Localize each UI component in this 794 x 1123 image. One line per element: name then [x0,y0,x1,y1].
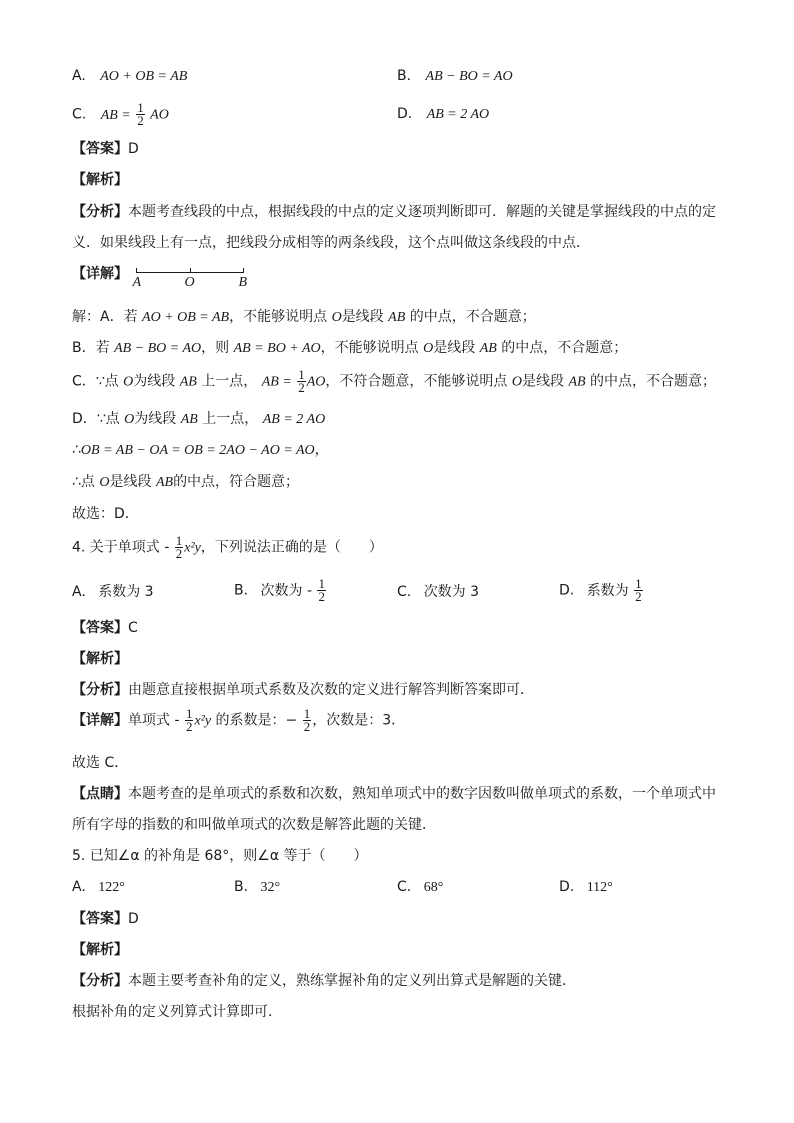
answer-value: C [128,620,138,636]
q3-option-a [72,66,187,87]
option-label: A. [72,879,86,895]
text: 为线段 [134,411,177,427]
math-expr: AB = BO + AO [233,341,321,356]
option-text: 112° [586,880,613,895]
q5-extra [72,1002,282,1024]
math-var: O [99,475,110,490]
q3-options-row-2 [72,100,722,130]
q3-solution-a [72,307,536,329]
q4-dianjing-line-1 [72,784,716,806]
text: 上一点， [202,411,259,427]
q5-fenxi [72,971,576,993]
fraction [317,578,326,603]
fraction [303,708,312,733]
segment-figure [132,264,252,292]
math-var: AB [155,475,174,490]
fenxi-text: 本题考查线段的中点，根据线段的中点的定义逐项判断即可．解题的关键是掌握线段的中点的定 [128,204,716,220]
dianjing-text: 所有字母的指数的和叫做单项式的次数是解答此题的关键． [72,817,436,833]
q3-answer [72,139,139,161]
q4-option-a [72,582,154,602]
q3-xiangjie-line [72,264,252,294]
option-expr: AO + OB = AB [100,69,188,84]
text: C．∵点 [72,373,119,390]
option-label: B. [234,879,249,895]
text: 故选 C． [72,755,129,771]
q5-options-row [72,877,722,899]
analysis-tag: 【解析】 [72,942,128,958]
answer-tag: 【答案】 [72,141,128,157]
point-label-b: B [238,275,248,290]
option-label: A. [72,584,86,600]
fraction-numerator: 1 [318,576,325,591]
text: 是线段 [433,340,476,356]
option-label: C. [397,879,412,895]
text: B．若 [72,340,110,356]
q3-solution-b [72,338,627,360]
option-label: B. [397,68,412,84]
option-text: 68° [423,880,444,895]
text: ，次数是：3． [312,712,406,729]
math-var: O [423,341,434,356]
answer-tag: 【答案】 [72,911,128,927]
text: 的中点，不合题意； [590,373,717,390]
q4-choose [72,753,128,775]
fenxi-tag: 【分析】 [72,682,128,698]
fraction [136,102,145,127]
q4-options-row [72,578,722,610]
q3-fenxi-line-2 [72,233,590,255]
option-text: 32° [260,880,281,895]
text: 5. 已知∠α 的补角是 68°，则∠α 等于（ ） [72,848,368,864]
q5-option-a [72,877,125,898]
fraction-denominator: 2 [137,113,144,128]
fraction-numerator: 1 [303,706,311,721]
text: 单项式 - [128,712,180,729]
analysis-tag: 【解析】 [72,651,128,667]
option-label: C. [72,106,87,123]
q3-option-d [397,104,489,125]
q4-xiangjie [72,708,405,744]
fenxi-text: 由题意直接根据单项式系数及次数的定义进行解答判断答案即可． [128,682,534,698]
option-text: 系数为 [586,582,629,599]
fraction-denominator: 2 [318,589,325,604]
fenxi-tag: 【分析】 [72,204,128,220]
text: D．∵点 [72,411,120,427]
q5-answer [72,909,139,931]
option-label: D. [559,582,575,599]
text: ， [314,442,329,458]
math-var: O [123,374,134,390]
text: ，不能够说明点 [320,340,419,356]
math-var: x²y [184,540,201,556]
fraction-numerator: 1 [175,533,183,548]
q3-solution-c [72,369,716,399]
option-text: 次数为 - [260,582,313,599]
text: 为线段 [133,373,176,390]
math-var: AB [180,412,198,427]
fraction-denominator: 2 [298,380,305,395]
fenxi-text: 义．如果线段上有一点，把线段分成相等的两条线段，这个点叫做这条线段的中点． [72,235,590,251]
q3-options-row-1 [72,66,722,88]
text: 是线段 [522,373,564,390]
math-var: AB [179,374,197,390]
q5-option-d [559,877,613,898]
math-var: AB [568,374,586,390]
math-var: O [124,412,135,427]
fraction [297,369,306,394]
math-expr: OB = AB − OA = OB = 2AO − AO = AO [80,443,315,458]
dianjing-tag: 【点睛】 [72,786,128,802]
text: 4. 关于单项式 - [72,539,170,556]
q5-stem [72,846,368,868]
q5-option-b [234,877,280,898]
fraction-numerator: 1 [185,706,193,721]
math-expr: AO + OB = AB [142,310,230,325]
option-label: D. [397,106,413,122]
text: 是线段 [341,309,384,325]
q4-dianjing-line-2 [72,815,436,837]
fraction-denominator: 2 [303,719,311,734]
option-label: C. [397,584,412,600]
text: 的中点，不合题意； [409,309,536,325]
q3-option-b [397,66,513,87]
option-expr: AB − BO = AO [425,69,513,84]
dianjing-text: 本题考查的是单项式的系数和次数，熟知单项式中的数字因数叫做单项式的系数，一个单项式中 [128,786,716,802]
q3-analysis-heading [72,170,128,192]
option-expr-lhs: AB = [100,107,131,123]
text: 的中点，不合题意； [501,340,628,356]
q3-choose [72,504,139,526]
text: 根据补角的定义列算式计算即可． [72,1004,282,1020]
math-expr: AB − BO = AO [114,341,202,356]
q5-option-c [397,877,443,898]
q3-fenxi-line-1 [72,202,716,224]
q4-answer [72,618,138,640]
fraction-denominator: 2 [635,589,642,604]
text: ，则 [201,340,230,356]
q4-option-b [234,578,327,603]
fraction [634,578,643,603]
text: 是线段 [109,474,152,490]
text: 故选：D． [72,506,139,522]
option-label: B. [234,582,249,599]
answer-value: D [128,911,139,927]
text: 的中点，符合题意； [173,474,300,490]
option-text: 次数为 3 [423,584,480,600]
math-var: AB [479,341,497,356]
point-label-o: O [184,275,195,290]
math-expr: AB = 2 AO [262,412,326,427]
option-label: A. [72,68,86,84]
math-var: AB [388,310,406,325]
option-expr-rhs: AO [150,107,169,123]
text: 解：A．若 [72,309,138,325]
text: ，不能够说明点 [229,309,328,325]
answer-tag: 【答案】 [72,620,128,636]
fraction-numerator: 1 [298,367,305,382]
option-text: 122° [98,880,125,895]
fraction-numerator: 1 [635,576,642,591]
q4-analysis-heading [72,649,128,671]
q3-option-c [72,102,169,127]
option-text: 系数为 3 [98,584,154,600]
math-var: AO [306,374,326,390]
q3-therefore-2 [72,472,299,494]
fraction [175,535,184,560]
q4-stem [72,535,383,569]
fraction-denominator: 2 [175,546,183,561]
point-label-a: A [132,275,142,290]
text: ，不符合题意，不能够说明点 [325,373,508,390]
text: ，下列说法正确的是（ ） [200,539,383,556]
math-var: x²y [194,713,212,729]
fraction-numerator: 1 [137,100,144,115]
q3-therefore-1 [72,440,329,462]
text: ∴点 [72,474,95,490]
q4-option-d [559,578,644,603]
xiangjie-tag: 【详解】 [72,712,128,729]
option-label: D. [559,879,575,895]
math-var: O [511,374,522,390]
therefore-symbol: ∴ [72,442,81,458]
fenxi-tag: 【分析】 [72,973,128,989]
math-expr: AB = [261,374,292,390]
fraction-denominator: 2 [185,719,193,734]
q3-solution-d [72,409,325,431]
fenxi-text: 本题主要考查补角的定义，熟练掌握补角的定义列出算式是解题的关键． [128,973,576,989]
analysis-tag: 【解析】 [72,172,128,188]
q4-fenxi [72,680,534,702]
option-expr: AB = 2 AO [426,107,490,122]
answer-value: D [128,141,139,157]
text: 的系数是：− [215,712,298,729]
q5-analysis-heading [72,940,128,962]
q4-option-c [397,582,479,602]
text: 上一点， [201,373,258,390]
math-var: O [331,310,342,325]
fraction [185,708,194,733]
xiangjie-tag: 【详解】 [72,266,128,282]
